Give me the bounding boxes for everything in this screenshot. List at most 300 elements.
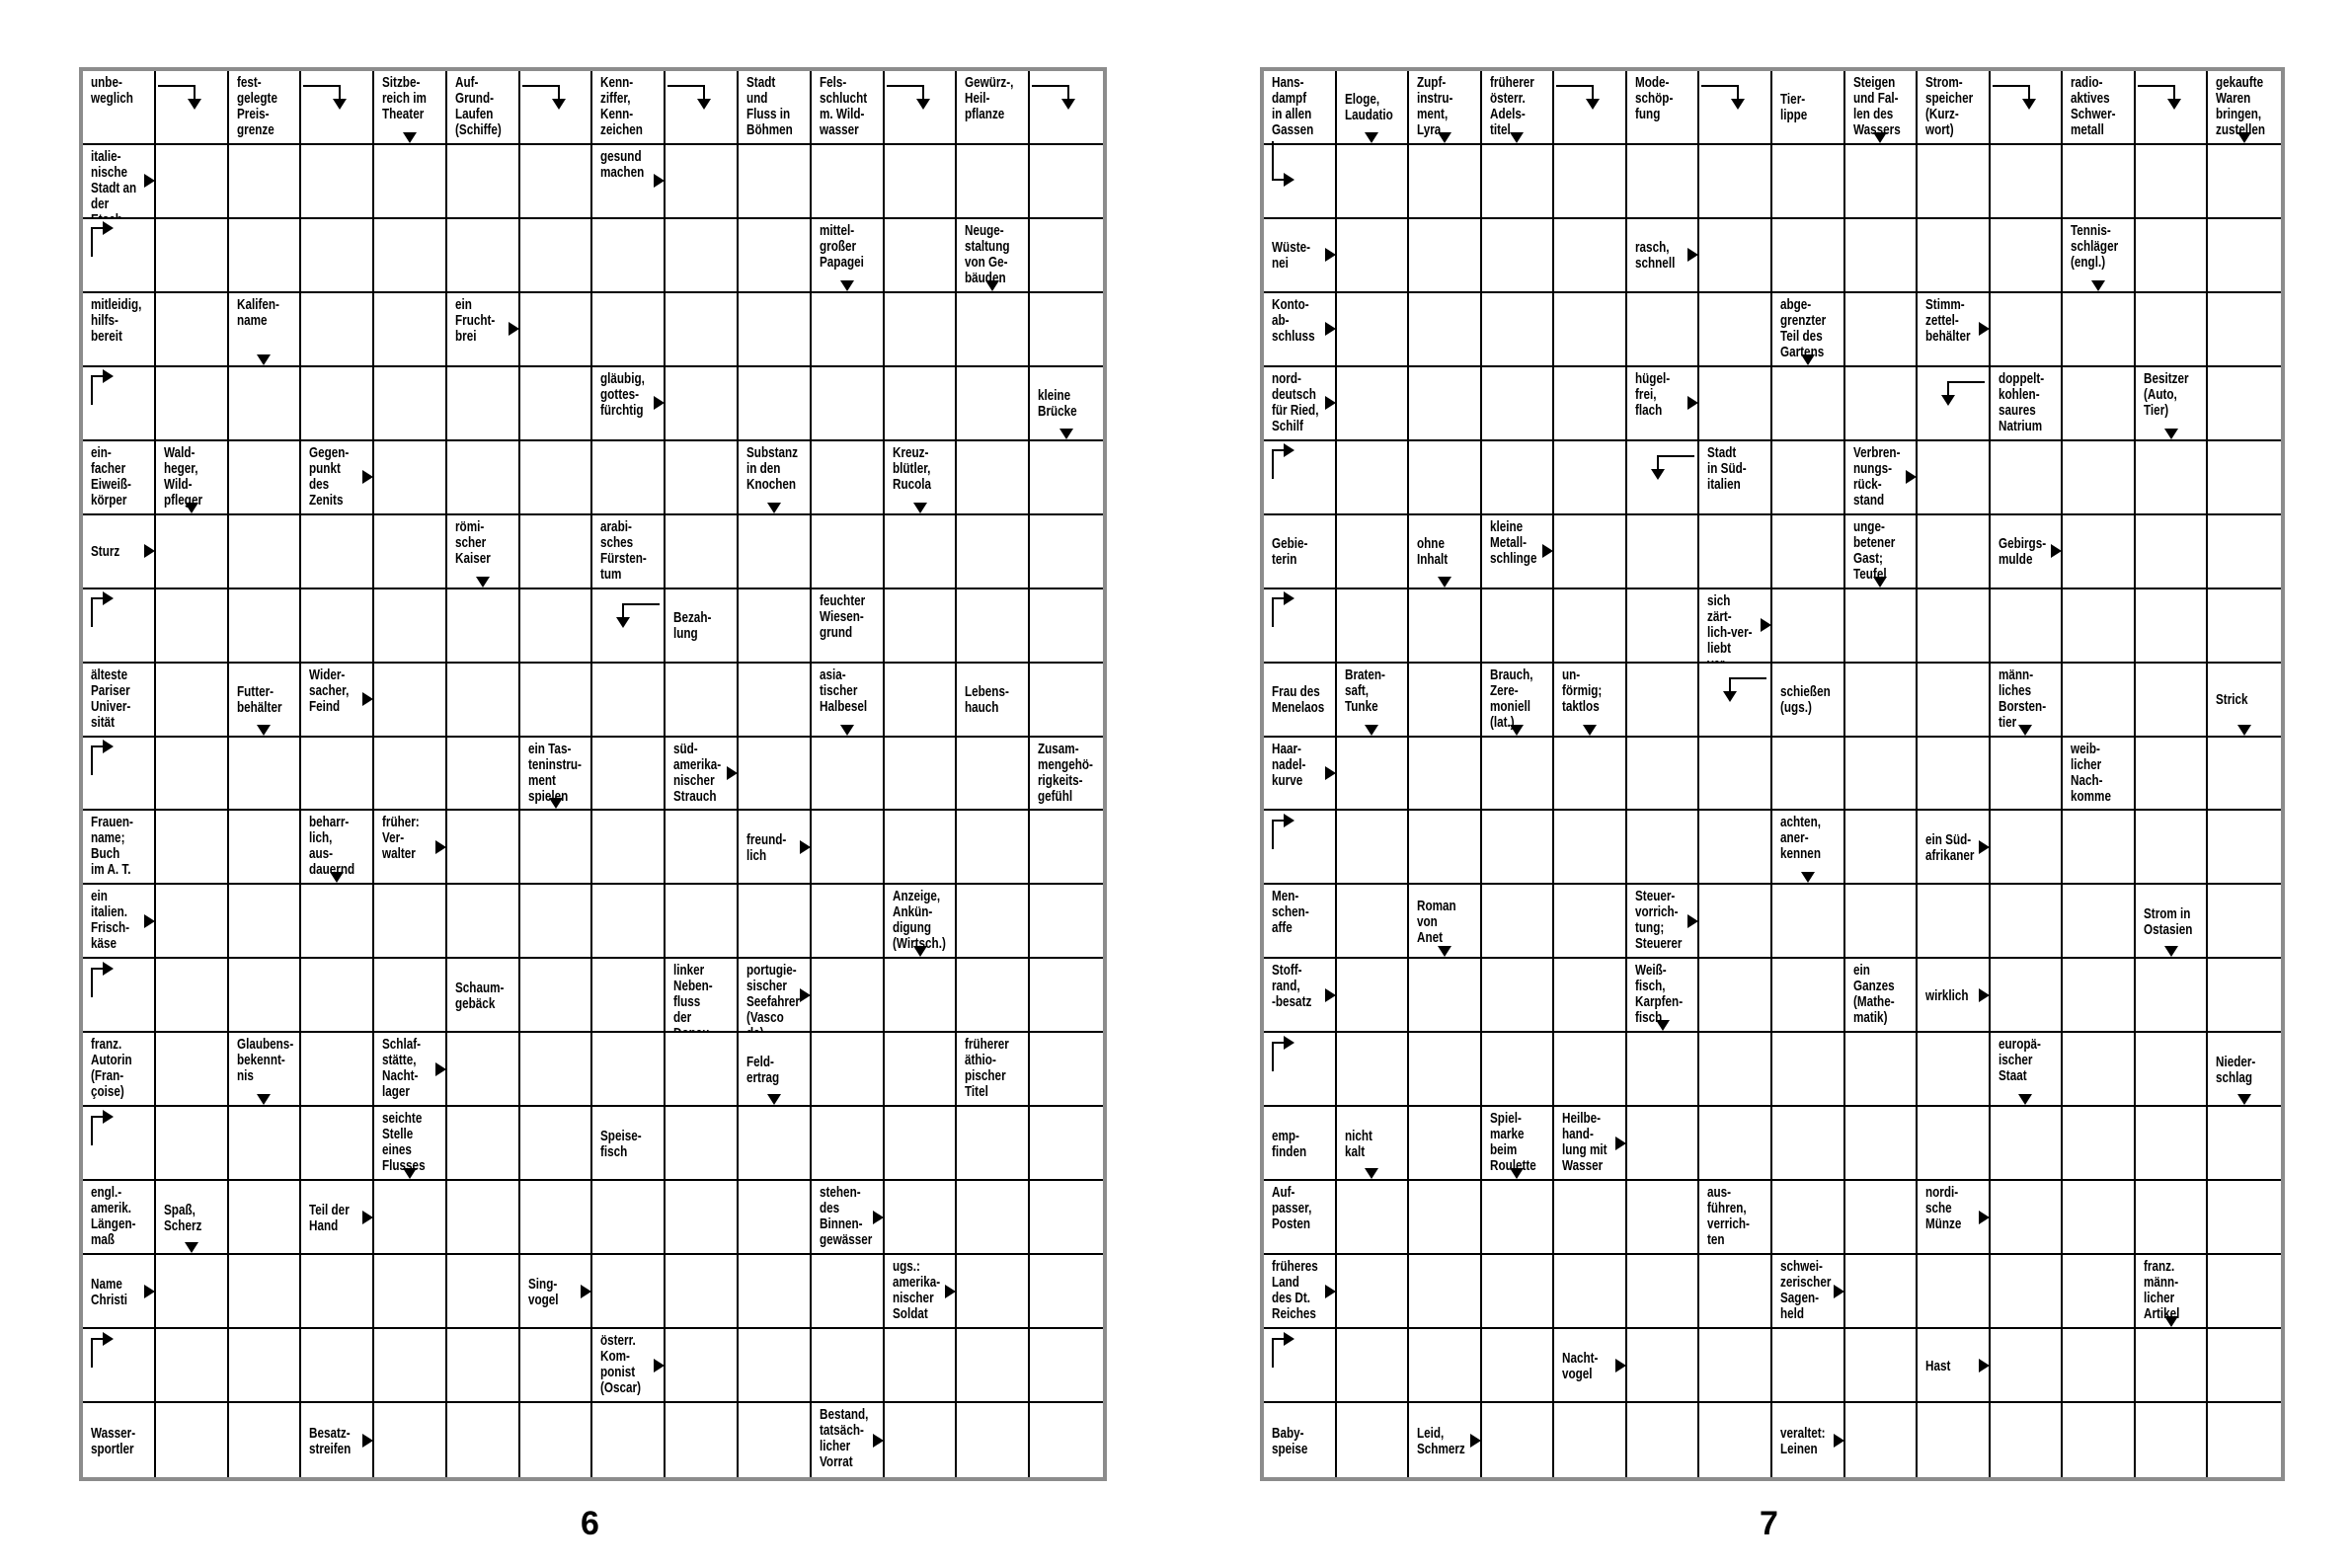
answer-cell[interactable] <box>1409 1033 1482 1107</box>
answer-cell[interactable] <box>812 885 885 959</box>
answer-cell[interactable] <box>1337 1403 1410 1477</box>
answer-cell[interactable] <box>666 293 739 367</box>
answer-cell[interactable] <box>229 589 302 664</box>
answer-cell[interactable] <box>1554 885 1627 959</box>
answer-cell[interactable] <box>1699 71 1772 145</box>
answer-cell[interactable] <box>156 664 229 738</box>
answer-cell[interactable] <box>1991 71 2064 145</box>
answer-cell[interactable] <box>1030 1181 1103 1255</box>
answer-cell[interactable] <box>2136 959 2209 1033</box>
answer-cell[interactable] <box>2208 959 2281 1033</box>
answer-cell[interactable] <box>156 959 229 1033</box>
answer-cell[interactable] <box>83 219 156 293</box>
answer-cell[interactable] <box>83 1107 156 1181</box>
answer-cell[interactable] <box>812 811 885 885</box>
answer-cell[interactable] <box>1337 959 1410 1033</box>
answer-cell[interactable] <box>2136 1107 2209 1181</box>
answer-cell[interactable] <box>2136 738 2209 812</box>
answer-cell[interactable] <box>1030 811 1103 885</box>
answer-cell[interactable] <box>957 885 1030 959</box>
answer-cell[interactable] <box>1337 367 1410 441</box>
answer-cell[interactable] <box>885 367 958 441</box>
answer-cell[interactable] <box>957 589 1030 664</box>
answer-cell[interactable] <box>666 219 739 293</box>
answer-cell[interactable] <box>739 1255 812 1329</box>
answer-cell[interactable] <box>374 885 447 959</box>
answer-cell[interactable] <box>447 1403 520 1477</box>
answer-cell[interactable] <box>447 1255 520 1329</box>
answer-cell[interactable] <box>1337 441 1410 515</box>
answer-cell[interactable] <box>1699 811 1772 885</box>
answer-cell[interactable] <box>2208 219 2281 293</box>
answer-cell[interactable] <box>374 1403 447 1477</box>
answer-cell[interactable] <box>812 1255 885 1329</box>
answer-cell[interactable] <box>666 145 739 219</box>
answer-cell[interactable] <box>1030 1329 1103 1403</box>
answer-cell[interactable] <box>1554 293 1627 367</box>
answer-cell[interactable] <box>1918 664 1991 738</box>
answer-cell[interactable] <box>301 293 374 367</box>
answer-cell[interactable] <box>1845 219 1919 293</box>
answer-cell[interactable] <box>1409 367 1482 441</box>
answer-cell[interactable] <box>229 219 302 293</box>
answer-cell[interactable] <box>957 515 1030 589</box>
answer-cell[interactable] <box>2063 959 2136 1033</box>
answer-cell[interactable] <box>957 293 1030 367</box>
answer-cell[interactable] <box>1772 145 1845 219</box>
answer-cell[interactable] <box>1918 1033 1991 1107</box>
answer-cell[interactable] <box>229 1181 302 1255</box>
answer-cell[interactable] <box>447 219 520 293</box>
answer-cell[interactable] <box>374 515 447 589</box>
answer-cell[interactable] <box>374 959 447 1033</box>
answer-cell[interactable] <box>2136 71 2209 145</box>
answer-cell[interactable] <box>2063 664 2136 738</box>
answer-cell[interactable] <box>1991 293 2064 367</box>
answer-cell[interactable] <box>1627 293 1700 367</box>
answer-cell[interactable] <box>1264 589 1337 664</box>
answer-cell[interactable] <box>1482 293 1555 367</box>
answer-cell[interactable] <box>520 1403 593 1477</box>
answer-cell[interactable] <box>739 1181 812 1255</box>
answer-cell[interactable] <box>957 738 1030 812</box>
answer-cell[interactable] <box>520 515 593 589</box>
answer-cell[interactable] <box>2208 367 2281 441</box>
answer-cell[interactable] <box>229 1329 302 1403</box>
answer-cell[interactable] <box>1918 885 1991 959</box>
answer-cell[interactable] <box>156 1255 229 1329</box>
answer-cell[interactable] <box>374 664 447 738</box>
answer-cell[interactable] <box>447 1107 520 1181</box>
answer-cell[interactable] <box>739 738 812 812</box>
answer-cell[interactable] <box>156 1329 229 1403</box>
answer-cell[interactable] <box>1030 145 1103 219</box>
answer-cell[interactable] <box>2136 589 2209 664</box>
answer-cell[interactable] <box>83 738 156 812</box>
answer-cell[interactable] <box>592 1033 666 1107</box>
answer-cell[interactable] <box>1991 589 2064 664</box>
answer-cell[interactable] <box>1772 367 1845 441</box>
answer-cell[interactable] <box>1699 885 1772 959</box>
answer-cell[interactable] <box>156 1033 229 1107</box>
answer-cell[interactable] <box>2208 1107 2281 1181</box>
answer-cell[interactable] <box>666 515 739 589</box>
answer-cell[interactable] <box>739 515 812 589</box>
answer-cell[interactable] <box>1772 1329 1845 1403</box>
answer-cell[interactable] <box>374 1329 447 1403</box>
answer-cell[interactable] <box>957 1107 1030 1181</box>
answer-cell[interactable] <box>1627 441 1700 515</box>
answer-cell[interactable] <box>1699 145 1772 219</box>
answer-cell[interactable] <box>1991 959 2064 1033</box>
answer-cell[interactable] <box>2208 145 2281 219</box>
answer-cell[interactable] <box>2208 811 2281 885</box>
answer-cell[interactable] <box>885 1403 958 1477</box>
answer-cell[interactable] <box>2063 885 2136 959</box>
answer-cell[interactable] <box>2208 1403 2281 1477</box>
answer-cell[interactable] <box>1482 1181 1555 1255</box>
answer-cell[interactable] <box>1554 738 1627 812</box>
answer-cell[interactable] <box>1699 367 1772 441</box>
answer-cell[interactable] <box>447 1329 520 1403</box>
answer-cell[interactable] <box>1991 1255 2064 1329</box>
answer-cell[interactable] <box>301 885 374 959</box>
answer-cell[interactable] <box>229 885 302 959</box>
answer-cell[interactable] <box>1030 1403 1103 1477</box>
answer-cell[interactable] <box>374 1255 447 1329</box>
answer-cell[interactable] <box>1772 515 1845 589</box>
answer-cell[interactable] <box>1627 1181 1700 1255</box>
answer-cell[interactable] <box>812 441 885 515</box>
answer-cell[interactable] <box>1991 1329 2064 1403</box>
answer-cell[interactable] <box>1845 145 1919 219</box>
answer-cell[interactable] <box>374 1181 447 1255</box>
answer-cell[interactable] <box>1482 1255 1555 1329</box>
answer-cell[interactable] <box>1030 219 1103 293</box>
answer-cell[interactable] <box>2063 1181 2136 1255</box>
answer-cell[interactable] <box>1554 515 1627 589</box>
answer-cell[interactable] <box>957 1329 1030 1403</box>
answer-cell[interactable] <box>1264 145 1337 219</box>
answer-cell[interactable] <box>885 589 958 664</box>
answer-cell[interactable] <box>1482 441 1555 515</box>
answer-cell[interactable] <box>2063 1107 2136 1181</box>
answer-cell[interactable] <box>447 664 520 738</box>
answer-cell[interactable] <box>1699 1403 1772 1477</box>
answer-cell[interactable] <box>592 738 666 812</box>
answer-cell[interactable] <box>885 293 958 367</box>
answer-cell[interactable] <box>1482 145 1555 219</box>
answer-cell[interactable] <box>1030 1107 1103 1181</box>
answer-cell[interactable] <box>301 515 374 589</box>
answer-cell[interactable] <box>2136 441 2209 515</box>
answer-cell[interactable] <box>1409 145 1482 219</box>
answer-cell[interactable] <box>2208 885 2281 959</box>
answer-cell[interactable] <box>229 1403 302 1477</box>
answer-cell[interactable] <box>1409 1107 1482 1181</box>
answer-cell[interactable] <box>1772 1033 1845 1107</box>
answer-cell[interactable] <box>2063 589 2136 664</box>
answer-cell[interactable] <box>592 885 666 959</box>
answer-cell[interactable] <box>666 1107 739 1181</box>
answer-cell[interactable] <box>1554 71 1627 145</box>
answer-cell[interactable] <box>812 367 885 441</box>
answer-cell[interactable] <box>520 885 593 959</box>
answer-cell[interactable] <box>812 515 885 589</box>
answer-cell[interactable] <box>1627 811 1700 885</box>
answer-cell[interactable] <box>1991 1181 2064 1255</box>
answer-cell[interactable] <box>2136 1403 2209 1477</box>
answer-cell[interactable] <box>1772 1107 1845 1181</box>
answer-cell[interactable] <box>1772 738 1845 812</box>
answer-cell[interactable] <box>1845 1403 1919 1477</box>
answer-cell[interactable] <box>520 1329 593 1403</box>
answer-cell[interactable] <box>301 1107 374 1181</box>
answer-cell[interactable] <box>2136 219 2209 293</box>
answer-cell[interactable] <box>666 1329 739 1403</box>
answer-cell[interactable] <box>1337 589 1410 664</box>
answer-cell[interactable] <box>520 811 593 885</box>
answer-cell[interactable] <box>2208 1329 2281 1403</box>
answer-cell[interactable] <box>885 219 958 293</box>
answer-cell[interactable] <box>1409 959 1482 1033</box>
answer-cell[interactable] <box>1991 885 2064 959</box>
answer-cell[interactable] <box>156 71 229 145</box>
answer-cell[interactable] <box>1845 1255 1919 1329</box>
answer-cell[interactable] <box>1337 1033 1410 1107</box>
answer-cell[interactable] <box>1554 367 1627 441</box>
answer-cell[interactable] <box>666 1181 739 1255</box>
answer-cell[interactable] <box>885 145 958 219</box>
answer-cell[interactable] <box>1918 589 1991 664</box>
answer-cell[interactable] <box>156 367 229 441</box>
answer-cell[interactable] <box>2208 515 2281 589</box>
answer-cell[interactable] <box>156 219 229 293</box>
answer-cell[interactable] <box>1030 293 1103 367</box>
answer-cell[interactable] <box>1918 441 1991 515</box>
answer-cell[interactable] <box>520 145 593 219</box>
answer-cell[interactable] <box>1845 1033 1919 1107</box>
answer-cell[interactable] <box>1918 219 1991 293</box>
answer-cell[interactable] <box>2136 1181 2209 1255</box>
answer-cell[interactable] <box>1409 1255 1482 1329</box>
answer-cell[interactable] <box>447 1033 520 1107</box>
answer-cell[interactable] <box>229 959 302 1033</box>
answer-cell[interactable] <box>885 1107 958 1181</box>
answer-cell[interactable] <box>301 738 374 812</box>
answer-cell[interactable] <box>1030 589 1103 664</box>
answer-cell[interactable] <box>1554 1403 1627 1477</box>
answer-cell[interactable] <box>1554 1181 1627 1255</box>
answer-cell[interactable] <box>301 71 374 145</box>
answer-cell[interactable] <box>1482 367 1555 441</box>
answer-cell[interactable] <box>2208 1255 2281 1329</box>
answer-cell[interactable] <box>2136 1033 2209 1107</box>
answer-cell[interactable] <box>592 811 666 885</box>
answer-cell[interactable] <box>1627 1255 1700 1329</box>
answer-cell[interactable] <box>1699 1255 1772 1329</box>
answer-cell[interactable] <box>2136 145 2209 219</box>
answer-cell[interactable] <box>1627 664 1700 738</box>
answer-cell[interactable] <box>666 1033 739 1107</box>
answer-cell[interactable] <box>1918 1255 1991 1329</box>
answer-cell[interactable] <box>520 441 593 515</box>
answer-cell[interactable] <box>447 145 520 219</box>
answer-cell[interactable] <box>1264 441 1337 515</box>
answer-cell[interactable] <box>1554 219 1627 293</box>
answer-cell[interactable] <box>156 293 229 367</box>
answer-cell[interactable] <box>2136 293 2209 367</box>
answer-cell[interactable] <box>2063 441 2136 515</box>
answer-cell[interactable] <box>1845 1107 1919 1181</box>
answer-cell[interactable] <box>1337 738 1410 812</box>
answer-cell[interactable] <box>520 367 593 441</box>
answer-cell[interactable] <box>2136 1329 2209 1403</box>
answer-cell[interactable] <box>885 1181 958 1255</box>
answer-cell[interactable] <box>957 1255 1030 1329</box>
answer-cell[interactable] <box>1409 293 1482 367</box>
answer-cell[interactable] <box>447 811 520 885</box>
answer-cell[interactable] <box>1030 1255 1103 1329</box>
answer-cell[interactable] <box>1554 1033 1627 1107</box>
answer-cell[interactable] <box>2063 1329 2136 1403</box>
answer-cell[interactable] <box>1845 885 1919 959</box>
answer-cell[interactable] <box>301 1329 374 1403</box>
answer-cell[interactable] <box>1337 219 1410 293</box>
answer-cell[interactable] <box>374 293 447 367</box>
answer-cell[interactable] <box>83 589 156 664</box>
answer-cell[interactable] <box>1918 1403 1991 1477</box>
answer-cell[interactable] <box>1482 219 1555 293</box>
answer-cell[interactable] <box>2063 293 2136 367</box>
answer-cell[interactable] <box>1337 515 1410 589</box>
answer-cell[interactable] <box>666 664 739 738</box>
answer-cell[interactable] <box>374 441 447 515</box>
answer-cell[interactable] <box>1991 811 2064 885</box>
answer-cell[interactable] <box>1482 589 1555 664</box>
answer-cell[interactable] <box>2136 811 2209 885</box>
answer-cell[interactable] <box>1337 145 1410 219</box>
answer-cell[interactable] <box>1991 1403 2064 1477</box>
answer-cell[interactable] <box>1918 738 1991 812</box>
answer-cell[interactable] <box>957 367 1030 441</box>
answer-cell[interactable] <box>2136 664 2209 738</box>
answer-cell[interactable] <box>739 885 812 959</box>
answer-cell[interactable] <box>1845 1329 1919 1403</box>
answer-cell[interactable] <box>83 1329 156 1403</box>
answer-cell[interactable] <box>1699 738 1772 812</box>
answer-cell[interactable] <box>666 367 739 441</box>
answer-cell[interactable] <box>1264 1033 1337 1107</box>
answer-cell[interactable] <box>1845 738 1919 812</box>
answer-cell[interactable] <box>447 738 520 812</box>
answer-cell[interactable] <box>1699 219 1772 293</box>
answer-cell[interactable] <box>1627 1033 1700 1107</box>
answer-cell[interactable] <box>885 1329 958 1403</box>
answer-cell[interactable] <box>2063 1403 2136 1477</box>
answer-cell[interactable] <box>1030 515 1103 589</box>
answer-cell[interactable] <box>957 1181 1030 1255</box>
answer-cell[interactable] <box>520 589 593 664</box>
answer-cell[interactable] <box>1772 589 1845 664</box>
answer-cell[interactable] <box>1264 1329 1337 1403</box>
answer-cell[interactable] <box>885 664 958 738</box>
answer-cell[interactable] <box>1991 738 2064 812</box>
answer-cell[interactable] <box>1554 589 1627 664</box>
answer-cell[interactable] <box>229 441 302 515</box>
answer-cell[interactable] <box>229 738 302 812</box>
answer-cell[interactable] <box>156 738 229 812</box>
answer-cell[interactable] <box>1699 1033 1772 1107</box>
answer-cell[interactable] <box>592 664 666 738</box>
answer-cell[interactable] <box>666 885 739 959</box>
answer-cell[interactable] <box>666 811 739 885</box>
answer-cell[interactable] <box>812 145 885 219</box>
answer-cell[interactable] <box>229 145 302 219</box>
answer-cell[interactable] <box>229 367 302 441</box>
answer-cell[interactable] <box>156 145 229 219</box>
answer-cell[interactable] <box>301 959 374 1033</box>
answer-cell[interactable] <box>447 589 520 664</box>
answer-cell[interactable] <box>301 589 374 664</box>
answer-cell[interactable] <box>1030 71 1103 145</box>
answer-cell[interactable] <box>666 1255 739 1329</box>
answer-cell[interactable] <box>1627 1329 1700 1403</box>
answer-cell[interactable] <box>885 738 958 812</box>
answer-cell[interactable] <box>1554 441 1627 515</box>
answer-cell[interactable] <box>739 1329 812 1403</box>
answer-cell[interactable] <box>447 885 520 959</box>
answer-cell[interactable] <box>1409 811 1482 885</box>
answer-cell[interactable] <box>1264 811 1337 885</box>
answer-cell[interactable] <box>592 293 666 367</box>
answer-cell[interactable] <box>156 589 229 664</box>
answer-cell[interactable] <box>957 145 1030 219</box>
answer-cell[interactable] <box>1482 1033 1555 1107</box>
answer-cell[interactable] <box>83 367 156 441</box>
answer-cell[interactable] <box>374 367 447 441</box>
answer-cell[interactable] <box>957 959 1030 1033</box>
answer-cell[interactable] <box>1845 589 1919 664</box>
answer-cell[interactable] <box>229 1107 302 1181</box>
answer-cell[interactable] <box>520 959 593 1033</box>
answer-cell[interactable] <box>2063 1033 2136 1107</box>
answer-cell[interactable] <box>812 293 885 367</box>
answer-cell[interactable] <box>1699 959 1772 1033</box>
answer-cell[interactable] <box>1772 1181 1845 1255</box>
answer-cell[interactable] <box>229 1255 302 1329</box>
answer-cell[interactable] <box>1845 293 1919 367</box>
answer-cell[interactable] <box>1627 145 1700 219</box>
answer-cell[interactable] <box>374 589 447 664</box>
answer-cell[interactable] <box>1337 811 1410 885</box>
answer-cell[interactable] <box>2208 589 2281 664</box>
answer-cell[interactable] <box>1991 219 2064 293</box>
answer-cell[interactable] <box>1845 664 1919 738</box>
answer-cell[interactable] <box>666 71 739 145</box>
answer-cell[interactable] <box>1554 811 1627 885</box>
answer-cell[interactable] <box>1554 1255 1627 1329</box>
answer-cell[interactable] <box>447 367 520 441</box>
answer-cell[interactable] <box>301 1255 374 1329</box>
answer-cell[interactable] <box>1030 1033 1103 1107</box>
answer-cell[interactable] <box>1699 664 1772 738</box>
answer-cell[interactable] <box>374 145 447 219</box>
answer-cell[interactable] <box>2063 145 2136 219</box>
answer-cell[interactable] <box>520 1033 593 1107</box>
answer-cell[interactable] <box>229 515 302 589</box>
answer-cell[interactable] <box>1482 1403 1555 1477</box>
